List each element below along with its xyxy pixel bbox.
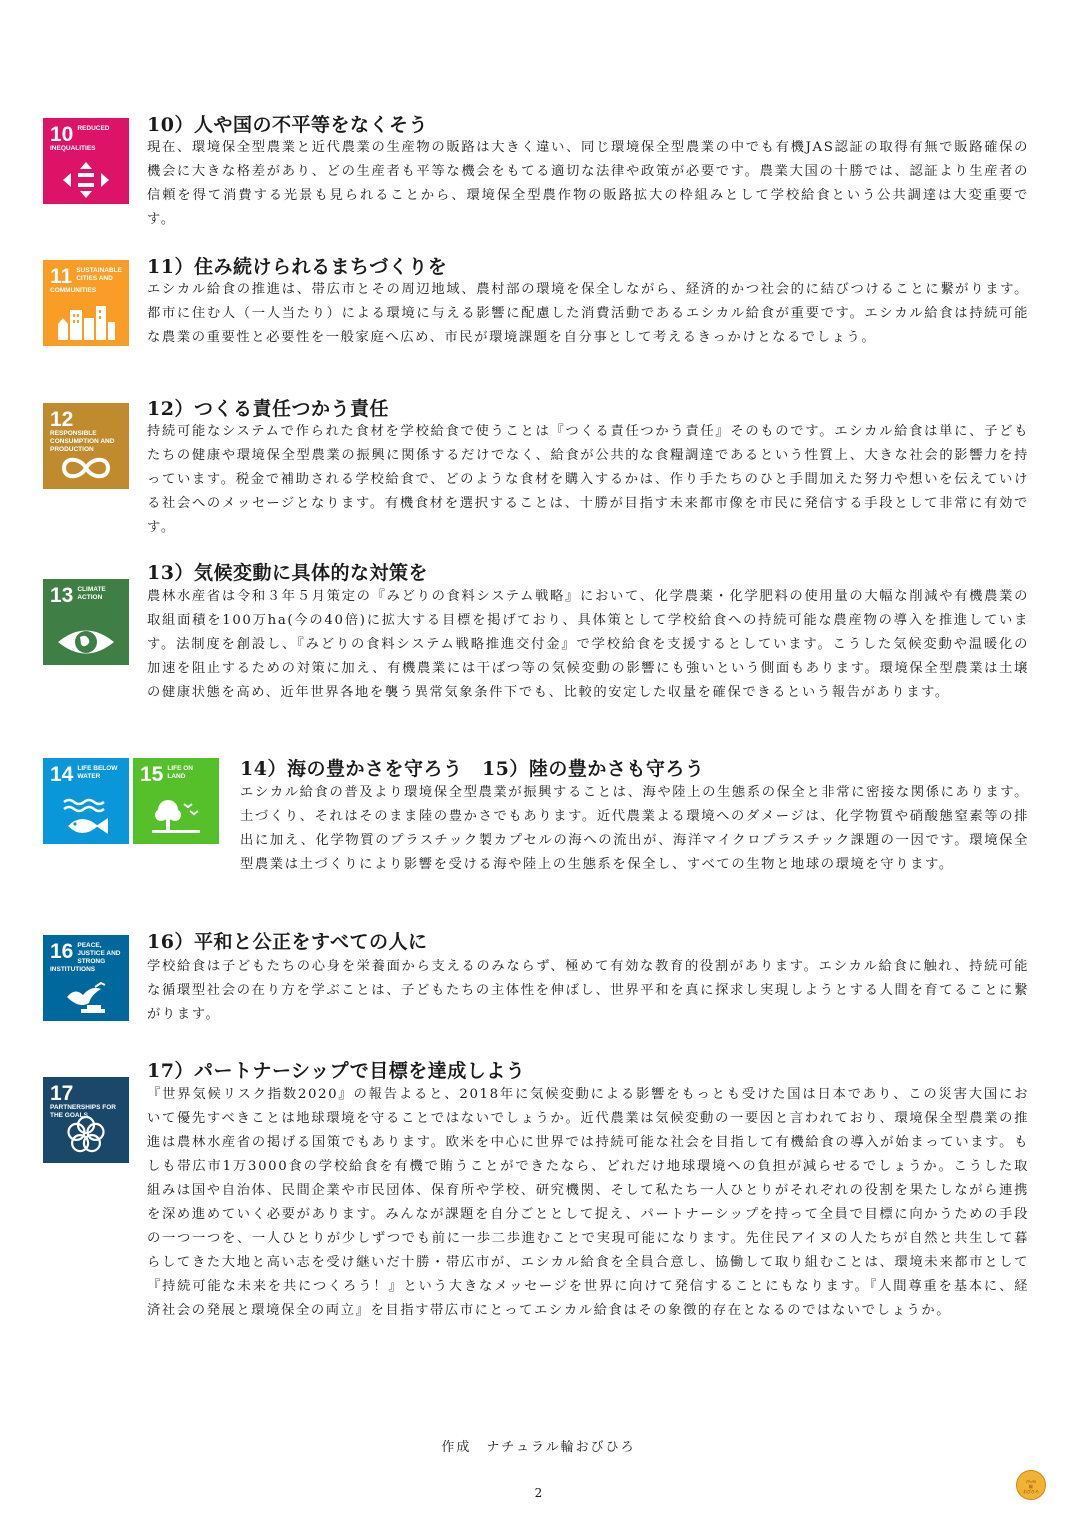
section-10-body: 現在、環境保全型農業と近代農業の生産物の販路は大きく違い、同じ環境保全型農業の中でも有機JAS認証の取得有無で販路確保の機会に大きな格差があり、どの生産者も平等な機会をもてる適切な法律や政策が必要です。農業大国の十勝では、認証より生産者の信頼を得て消費する光景も見られることから、環境保全型農作物の販路拡大の枠組みとして学校給食という公共調達は大変重要です。 bbox=[147, 140, 1029, 227]
section-14-15-body: エシカル給食の普及より環境保全型農業が振興することは、海や陸上の生態系の保全と非常に密接な関係にあります。土づくり、それはそのまま陸の豊かさでもあります。近代農業よる環境へのダメージは、化学物質や硝酸態窒素等の排出に加え、化学物質のプラスチック製カプセルの海への流出が、海洋マイクロプラスチック課題の一因です。環境保全型農業は土づくりにより影響を受ける海や陸上の生態系を保全し、すべての生物と地球の環境を守ります。 bbox=[240, 785, 1029, 872]
sdg-14-icon: 14 LIFE BELOW WATER bbox=[43, 758, 129, 844]
fish-waves-icon bbox=[58, 798, 114, 838]
section-11-title: 11）住み続けられるまちづくりを bbox=[147, 256, 448, 278]
eye-globe-icon bbox=[56, 625, 116, 659]
footer-credit: 作成 ナチュラル輪おびひろ bbox=[441, 1440, 636, 1455]
sdg-13-icon: 13 CLIMATE ACTION bbox=[43, 579, 129, 665]
section-12-title: 12）つくる責任つかう責任 bbox=[147, 398, 389, 420]
sdg-10-icon: 10 REDUCED INEQUALITIES bbox=[43, 118, 129, 204]
section-17-title: 17）パートナーシップで目標を達成しよう bbox=[147, 1060, 526, 1082]
section-11-body: エシカル給食の推進は、帯広市とその周辺地域、農村部の環境を保全しながら、経済的かつ社会的に結びつけることに繋がります。都市に住む人（一人当たり）による環境に与える影響に配慮した消費活動であるエシカル給食が重要です。エシカル給食は持続可能な農業の重要性と必要性を一般家庭へ広め、市民が環境課題を自分事として考えるきっかけとなるでしょう。 bbox=[147, 282, 1029, 345]
sdg-11-icon: 11 SUSTAINABLE CITIES AND COMMUNITIES bbox=[43, 260, 129, 346]
infinity-loop-icon bbox=[58, 453, 114, 483]
sdg-16-icon: 16 PEACE, JUSTICE AND STRONG INSTITUTIONS bbox=[43, 935, 129, 1021]
sdg-15-icon: 15 LIFE ON LAND bbox=[133, 758, 219, 844]
equality-arrows-icon bbox=[63, 162, 109, 198]
tree-birds-icon bbox=[148, 796, 204, 838]
dove-gavel-icon bbox=[61, 981, 111, 1015]
sdg-12-icon: 12 RESPONSIBLE CONSUMPTION AND PRODUCTION bbox=[43, 403, 129, 489]
city-buildings-icon bbox=[56, 304, 116, 340]
section-17-body: 『世界気候リスク指数2020』の報告よると、2018年に気候変動による影響をもっとも受けた国は日本であり、この災害大国において優先すべきことは地球環境を守ることではないでしょうか。近代農業は気候変動の一要因と言われており、環境保全型農業の推進は農林水産省の掲げる国策でもあります。欧米を中心に世界では持続可能な社会を目指して有機給食の導入が始まっています。もしも帯広市1万3000食の学校給食を有機で賄うことができたなら、どれだけ地球環境への負担が減らせるでしょうか。こうした取組みは国や自治体、民間企業や市民団体、保育所や学校、研究機関、そして私たち一人ひとりがそれぞれの役割を果たしながら連携を深め進めていく必要があります。みんなが課題を自分ごととして捉え、パートナーシップを持って全員で目標に向かうための手段の一つ一つを、一人ひとりが少しずつでも前に一歩二歩進むことで実現可能になります。先住民アイヌの人たちが自然と共生して暮らしてきた大地と高い志を受け継いだ十勝・帯広市が、エシカル給食を全員合意し、協働して取り組むことは、環境未来都市として『持続可能な未来を共につくろう！』という大きなメッセージを世界に向けて発信することにもなります。『人間尊重を基本に、経済社会の発展と環境保全の両立』を目指す帯広市にとってエシカル給食はその象徴的存在となるのではないでしょうか。 bbox=[147, 1087, 1029, 1318]
sdg-17-icon: 17 PARTNERSHIPS FOR THE GOALS bbox=[43, 1077, 129, 1163]
flower-rings-icon bbox=[64, 1113, 108, 1157]
section-16-body: 学校給食は子どもたちの心身を栄養面から支えるのみならず、極めて有効な教育的役割があります。エシカル給食に触れ、持続可能な循環型社会の在り方を学ぶことは、子どもたちの主体性を伸ばし、世界平和を真に探求し実現しようとする人間を育てることに繋がります。 bbox=[147, 959, 1029, 1022]
section-16-title: 16）平和と公正をすべての人に bbox=[147, 931, 428, 953]
section-12-body: 持続可能なシステムで作られた食材を学校給食で使うことは『つくる責任つかう責任』そのものです。エシカル給食は単に、子どもたちの健康や環境保全型農業の振興に関係するだけでなく、給食が公共的な食糧調達であるという性質上、大きな社会的影響力を持っています。税金で補助される学校給食で、どのような食材を購入するかは、作り手たちのひと手間加えた努力や想いを伝えていける社会へのメッセージとなります。有機食材を選択することは、十勝が目指す未来都市像を市民に発信する手段として非常に有効です。 bbox=[147, 424, 1029, 535]
page-number: 2 bbox=[534, 1486, 543, 1500]
organization-logo: ﾅﾁｭﾗﾙ 輪 おびひろ bbox=[1016, 1470, 1046, 1500]
section-13-title: 13）気候変動に具体的な対策を bbox=[147, 562, 428, 584]
section-10-title: 10）人や国の不平等をなくそう bbox=[147, 114, 428, 136]
section-13-body: 農林水産省は令和３年５月策定の『みどりの食料システム戦略』において、化学農薬・化学肥料の使用量の大幅な削減や有機農業の取組面積を100万ha(今の40倍)に拡大する目標を掲げており、具体策として学校給食への持続可能な農産物の導入を推進しています。法制度を創設し、『みどりの食料システム戦略推進交付金』で学校給食を支援するとしています。こうした気候変動や温暖化の加速を阻止するための対策に加え、有機農業には干ばつ等の気候変動の影響にも強いという側面もあります。環境保全型農業は土壌の健康状態を高め、近年世界各地を襲う異常気象条件下でも、比較的安定した収量を確保できるという報告があります。 bbox=[147, 589, 1029, 700]
section-14-15-title: 14）海の豊かさを守ろう 15）陸の豊かさも守ろう bbox=[240, 758, 705, 780]
